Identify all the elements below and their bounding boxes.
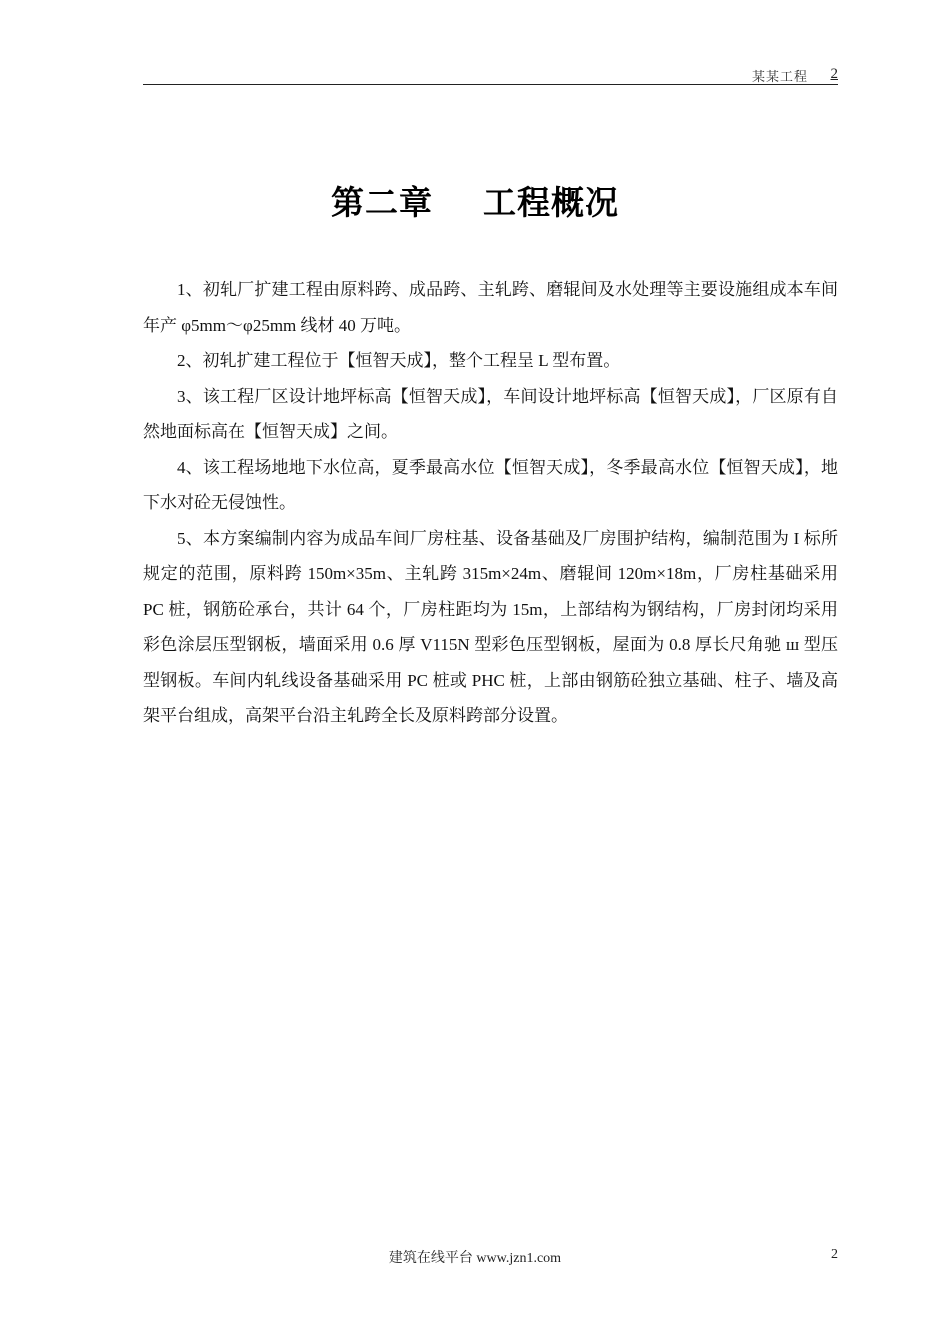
body-text [143,272,838,734]
footer-page-number: 2 [831,1247,838,1262]
paragraph-3: 3、该工程厂区设计地坪标高【恒智天成】，车间设计地坪标高【恒智天成】，厂区原有自然地面标高在【恒智天成】之间。 [143,386,838,441]
paragraph-4: 4、该工程场地地下水位高，夏季最高水位【恒智天成】，冬季最高水位【恒智天成】，地下水对砼无侵蚀性。 [143,457,838,512]
paragraph-1: 1、初轧厂扩建工程由原料跨、成品跨、主轧跨、磨辊间及水处理等主要设施组成本车间年产 φ5mm～φ25mm 线材 40 万吨。 [143,280,838,335]
paragraph-2: 2、初轧扩建工程位于【恒智天成】，整个工程呈 L 型布置。 [177,351,621,370]
header-divider [143,84,838,85]
footer-site-text: 建筑在线平台 www.jzn1.com [388,1251,562,1266]
page-header [143,64,838,86]
header-title: 某某工程 [751,69,808,84]
header-page-number: 2 [830,66,838,82]
chapter-title: 第二章 工程概况 [331,183,619,223]
paragraph-5: 5、本方案编制内容为成品车间厂房柱基、设备基础及厂房围护结构，编制范围为 I 标所规定的范围，原料跨 150m×35m、主轧跨 315m×24m、磨辊间 120m×18m，厂房柱基础采用 PC 桩，钢筋砼承台，共计 64 个，厂房柱距均为 15m，上部结构为钢结构，厂房封闭均采用彩色涂层压型钢板，墙面采用 0.6 厚 V115N 型彩色压型钢板，屋面为 0.8 厚长尺角驰 ш 型压型钢板。车间内轧线设备基础采用 PC 桩或 PHC 桩，上部由钢筋砼独立基础、柱子、墙及高架平台组成，高架平台沿主轧跨全长及原料跨部分设置。 [143,528,838,725]
